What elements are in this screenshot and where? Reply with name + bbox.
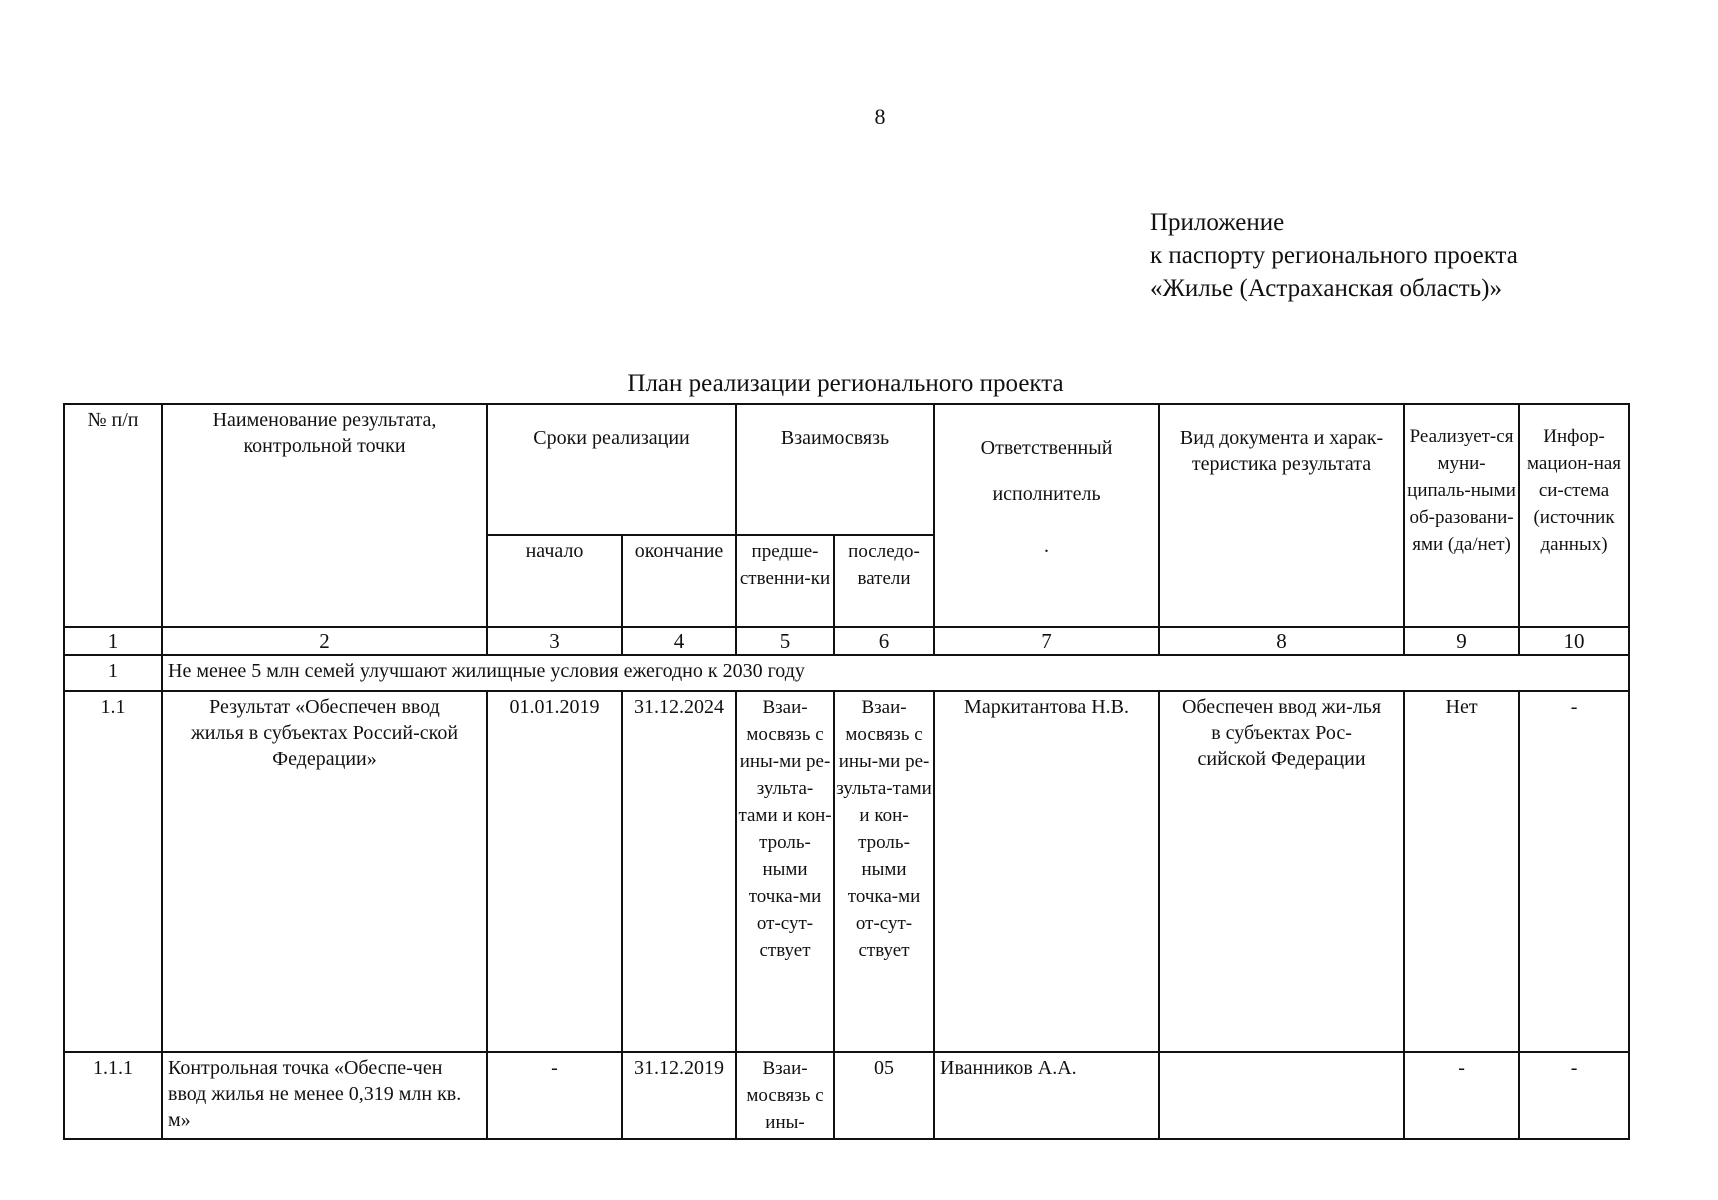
row-name: Результат «Обеспечен ввод жилья в субъектах Россий-ской Федерации» [162, 691, 487, 1052]
header-name: Наименование результата, контрольной точки [162, 404, 487, 627]
header-successors: последо-ватели [834, 535, 934, 627]
dot-mark: . [1044, 535, 1050, 557]
appendix-heading [1150, 206, 1650, 305]
appendix-line-3: «Жилье (Астраханская область)» [1150, 275, 1502, 302]
header-info-system: Инфор-мацион-ная си-стема (источник данных) [1519, 404, 1629, 627]
column-number: 4 [622, 627, 736, 655]
row-name: Контрольная точка «Обеспе-чен ввод жилья не менее 0,319 млн кв. м» [162, 1052, 487, 1139]
plan-title: План реализации регионального проекта [627, 370, 1064, 397]
table-row [64, 691, 1629, 1052]
column-number-row [64, 627, 1629, 655]
row-doc-type: Обеспечен ввод жи-лья в субъектах Рос-сийской Федерации [1159, 691, 1404, 1052]
row-responsible: Иванников А.А. [934, 1052, 1159, 1139]
row-end: 31.12.2024 [622, 691, 736, 1052]
column-number: 5 [736, 627, 834, 655]
header-municipal: Реализует-ся муни-ципаль-ными об-разовани-ями (да/нет) [1404, 404, 1519, 627]
row-start: 01.01.2019 [487, 691, 622, 1052]
row-responsible: Маркитантова Н.В. [934, 691, 1159, 1052]
row-successors: 05 [834, 1052, 934, 1139]
row-predecessors: Взаи-мосвязь с ины- [736, 1052, 834, 1139]
header-responsible-text: Ответственный исполнитель [980, 437, 1113, 505]
column-number: 10 [1519, 627, 1629, 655]
column-number: 1 [64, 627, 162, 655]
header-end: окончание [622, 535, 736, 627]
row-predecessors: Взаи-мосвязь с ины-ми ре-зульта-тами и кон-троль-ными точка-ми от-сут-ствует [736, 691, 834, 1052]
row-doc-type [1159, 1052, 1404, 1139]
section-num: 1 [64, 655, 162, 691]
header-doc-type: Вид документа и харак-теристика результата [1159, 404, 1404, 627]
header-start: начало [487, 535, 622, 627]
column-number: 3 [487, 627, 622, 655]
table-row [64, 1052, 1629, 1139]
header-predecessors: предше-ственни-ки [736, 535, 834, 627]
header-relation: Взаимосвязь [736, 404, 934, 535]
row-municipal: Нет [1404, 691, 1519, 1052]
column-number: 9 [1404, 627, 1519, 655]
column-number: 8 [1159, 627, 1404, 655]
column-number: 2 [162, 627, 487, 655]
column-number: 7 [934, 627, 1159, 655]
column-number: 6 [834, 627, 934, 655]
row-end: 31.12.2019 [622, 1052, 736, 1139]
row-num: 1.1 [64, 691, 162, 1052]
section-text: Не менее 5 млн семей улучшают жилищные условия ежегодно к 2030 году [162, 655, 1629, 691]
row-successors: Взаи-мосвязь с ины-ми ре-зульта-тами и кон-троль-ными точка-ми от-сут-ствует [834, 691, 934, 1052]
header-num: № п/п [64, 404, 162, 627]
header-terms: Сроки реализации [487, 404, 736, 535]
row-info-system: - [1519, 691, 1629, 1052]
page-number: 8 [874, 104, 886, 129]
row-num: 1.1.1 [64, 1052, 162, 1139]
row-info-system: - [1519, 1052, 1629, 1139]
row-start: - [487, 1052, 622, 1139]
appendix-line-1: Приложение [1150, 209, 1285, 236]
appendix-line-2: к паспорту регионального проекта [1150, 242, 1518, 269]
header-row [64, 404, 1629, 535]
section-row [64, 655, 1629, 691]
plan-table [63, 403, 1630, 1140]
header-responsible [934, 404, 1159, 627]
row-municipal: - [1404, 1052, 1519, 1139]
